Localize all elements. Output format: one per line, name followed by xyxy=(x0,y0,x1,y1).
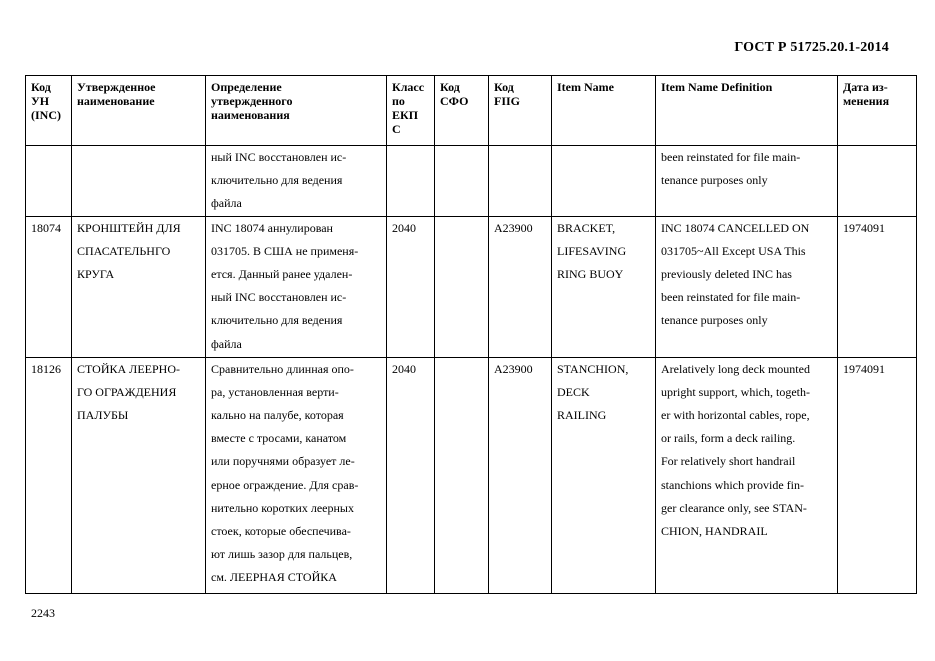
table-row xyxy=(26,357,917,593)
header-line: Код xyxy=(31,80,51,94)
col-definition-cell xyxy=(206,146,387,217)
header-line: Код xyxy=(494,80,514,94)
cell-line: STANCHION, xyxy=(557,361,629,376)
header-line: ЕКП xyxy=(392,108,419,122)
cell-line: 031705. В США не применя- xyxy=(211,243,359,258)
cell-line: DECK xyxy=(557,384,590,399)
col-definition-header xyxy=(206,76,387,146)
cell-line: ключительно для ведения xyxy=(211,173,343,188)
cell-line: been reinstated for file main- xyxy=(661,290,801,305)
header-line: Определение xyxy=(211,80,282,94)
header-line: Item Name Definition xyxy=(661,80,773,94)
header-line: Дата из- xyxy=(843,80,888,94)
cell-line: stanchions which provide fin- xyxy=(661,477,804,492)
cell-line: КРОНШТЕЙН ДЛЯ xyxy=(77,220,181,235)
col-sfo-cell xyxy=(435,357,489,593)
cell-line: LIFESAVING xyxy=(557,243,627,258)
col-inc-cell xyxy=(26,146,72,217)
col-item-name-cell xyxy=(552,146,656,217)
col-approved-name-cell xyxy=(72,146,206,217)
cell-line: INC 18074 аннулирован xyxy=(211,220,333,235)
cell-line: ПАЛУБЫ xyxy=(77,408,129,423)
cell-line: RAILING xyxy=(557,408,607,423)
cell-line: Arelatively long deck mounted xyxy=(661,361,810,376)
cell-line: tenance purposes only xyxy=(661,313,768,328)
cell-line: INC 18074 CANCELLED ON xyxy=(661,220,810,235)
cell-line: been reinstated for file main- xyxy=(661,150,801,164)
header-line: СФО xyxy=(440,94,469,108)
table-row xyxy=(26,146,917,217)
cell-line: 031705~All Except USA This xyxy=(661,243,806,258)
col-class-cell xyxy=(387,146,435,217)
col-item-def-cell xyxy=(656,146,838,217)
cell-line: кально на палубе, которая xyxy=(211,408,344,423)
cell-line: previously deleted INC has xyxy=(661,267,792,282)
cell-line: ger clearance only, see STAN- xyxy=(661,500,807,515)
col-date-cell xyxy=(838,146,917,217)
col-fiig-cell: A23900 xyxy=(489,357,552,593)
header-line: по xyxy=(392,94,405,108)
table-row xyxy=(26,216,917,357)
header-line: утвержденного xyxy=(211,94,293,108)
col-item-name-cell xyxy=(552,357,656,593)
cell-line: файла xyxy=(211,336,242,351)
header-line: FIIG xyxy=(494,94,521,108)
cell-line: нительно коротких леерных xyxy=(211,500,354,515)
col-class-cell: 2040 xyxy=(387,357,435,593)
cell-line: см. ЛЕЕРНАЯ СТОЙКА xyxy=(211,570,337,585)
header-row xyxy=(26,76,917,146)
cell-line: RING BUOY xyxy=(557,267,624,282)
col-item-def-cell xyxy=(656,357,838,593)
cell-line: ра, установленная верти- xyxy=(211,384,339,399)
header-line: УН xyxy=(31,94,50,108)
header-line: Класс xyxy=(392,80,425,94)
cell-line: СПАСАТЕЛЬНГО xyxy=(77,243,171,258)
cell-line: ный INC восстановлен ис- xyxy=(211,150,347,164)
cell-line: или поручнями образует ле- xyxy=(211,454,355,469)
document-code: ГОСТ Р 51725.20.1-2014 xyxy=(734,40,889,55)
cell-line: ключительно для ведения xyxy=(211,313,343,328)
col-fiig-header xyxy=(489,76,552,146)
col-inc-header xyxy=(26,76,72,146)
col-item-name-cell xyxy=(552,216,656,357)
cell-line: СТОЙКА ЛЕЕРНО- xyxy=(77,361,180,376)
cell-line: or rails, form a deck railing. xyxy=(661,431,796,446)
cell-line: BRACKET, xyxy=(557,220,616,235)
col-inc-cell: 18126 xyxy=(26,357,72,593)
cell-line: upright support, which, togeth- xyxy=(661,384,810,399)
cell-line: ерное ограждение. Для срав- xyxy=(211,477,359,492)
col-fiig-cell: A23900 xyxy=(489,216,552,357)
page-number: 2243 xyxy=(31,606,55,620)
col-approved-name-cell xyxy=(72,216,206,357)
cell-line: ется. Данный ранее удален- xyxy=(211,267,353,282)
col-sfo-header xyxy=(435,76,489,146)
table-body xyxy=(26,146,917,594)
col-definition-cell xyxy=(206,357,387,593)
cell-line: ГО ОГРАЖДЕНИЯ xyxy=(77,384,177,399)
col-item-name-header xyxy=(552,76,656,146)
catalog-table xyxy=(25,75,917,594)
header-line: наименования xyxy=(211,108,290,122)
col-class-cell: 2040 xyxy=(387,216,435,357)
header-line: наименование xyxy=(77,94,155,108)
cell-line: ют лишь зазор для пальцев, xyxy=(211,547,353,562)
col-inc-cell: 18074 xyxy=(26,216,72,357)
col-sfo-cell xyxy=(435,146,489,217)
cell-line: вместе с тросами, канатом xyxy=(211,431,347,446)
cell-line: er with horizontal cables, rope, xyxy=(661,408,810,423)
cell-line: стоек, которые обеспечива- xyxy=(211,524,351,539)
col-definition-cell xyxy=(206,216,387,357)
col-date-header xyxy=(838,76,917,146)
cell-line: ный INC восстановлен ис- xyxy=(211,290,347,305)
header-line: Item Name xyxy=(557,80,614,94)
col-approved-name-header xyxy=(72,76,206,146)
header-line: менения xyxy=(843,94,890,108)
col-approved-name-cell xyxy=(72,357,206,593)
col-fiig-cell xyxy=(489,146,552,217)
col-item-def-cell xyxy=(656,216,838,357)
cell-line: КРУГА xyxy=(77,267,115,282)
cell-line: For relatively short handrail xyxy=(661,454,796,469)
col-class-header xyxy=(387,76,435,146)
col-item-def-header xyxy=(656,76,838,146)
col-sfo-cell xyxy=(435,216,489,357)
header-line: С xyxy=(392,122,401,136)
cell-line: CHION, HANDRAIL xyxy=(661,524,768,539)
header-line: Утвержденное xyxy=(77,80,156,94)
header-line: Код xyxy=(440,80,460,94)
col-date-cell: 1974091 xyxy=(838,357,917,593)
cell-line: Сравнительно длинная опо- xyxy=(211,361,354,376)
cell-line: файла xyxy=(211,196,242,211)
header-line: (INC) xyxy=(31,108,61,122)
col-date-cell: 1974091 xyxy=(838,216,917,357)
cell-line: tenance purposes only xyxy=(661,173,768,188)
